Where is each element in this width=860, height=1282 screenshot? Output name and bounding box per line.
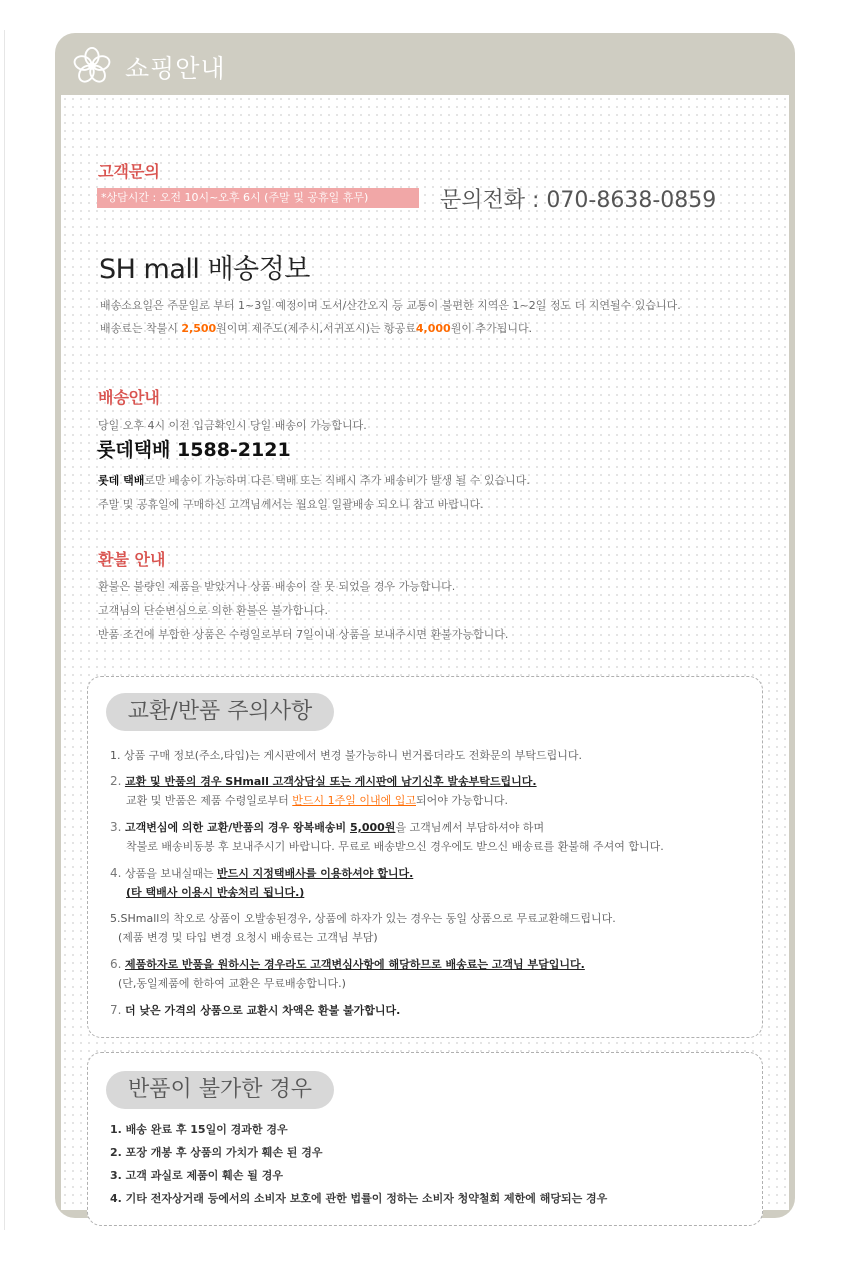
item-highlight: 반드시 지정택배사를 이용하셔야 합니다. xyxy=(216,867,414,880)
shipping-line-1: 배송소요일은 주문일로 부터 1~3일 예정이며 도서/산간오지 등 교통이 불편한 지역은 1~2일 정도 더 지연될수 있습니다. xyxy=(100,299,681,312)
no-return-item: 2. 포장 개봉 후 상품의 가치가 훼손 된 경우 xyxy=(110,1146,323,1159)
exchange-item-6-sub: (단,동일제품에 한하여 교환은 무료배송합니다.) xyxy=(118,977,346,990)
delivery-line-2 xyxy=(98,472,530,488)
shipping-fee-text: 배송료는 착불시 xyxy=(100,322,182,335)
delivery-line-1: 당일 오후 4시 이전 입금확인시 당일 배송이 가능합니다. xyxy=(98,419,367,432)
refund-line-2: 고객님의 단순변심으로 의한 환불은 불가합니다. xyxy=(98,604,329,617)
no-return-item: 4. 기타 전자상거래 등에서의 소비자 보호에 관한 법률이 정하는 소비자 청약철회 제한에 해당되는 경우 xyxy=(110,1192,608,1205)
panel-body xyxy=(61,95,789,1210)
item-text: 교환 및 반품은 제품 수령일로부터 xyxy=(126,794,293,807)
refund-line-3: 반품 조건에 부합한 상품은 수령일로부터 7일이내 상품을 보내주시면 환불가능합니다. xyxy=(98,628,509,641)
courier-info: 롯데택배 1588-2121 xyxy=(97,439,291,461)
item-highlight: 5,000원 xyxy=(350,821,396,834)
exchange-item-7 xyxy=(110,1002,400,1018)
item-highlight: 반드시 1주일 이내에 입고 xyxy=(292,794,416,807)
refund-line-1: 환불은 불량인 제품을 받았거나 상품 배송이 잘 못 되었을 경우 가능합니다. xyxy=(98,580,456,593)
no-return-title: 반품이 불가한 경우 xyxy=(106,1071,334,1109)
exchange-item-3 xyxy=(110,819,544,835)
item-number: 3. xyxy=(110,820,122,834)
item-text: (타 택배사 이용시 반송처리 됩니다.) xyxy=(126,886,305,899)
no-return-item: 1. 배송 완료 후 15일이 경과한 경우 xyxy=(110,1123,288,1136)
item-number: 2. xyxy=(110,774,122,788)
item-text: 상품을 보내실때는 xyxy=(124,867,217,880)
courier-name: 롯데 택배 xyxy=(98,474,145,487)
exchange-item-4-sub xyxy=(126,884,304,900)
item-text: 교환 및 반품의 경우 SHmall 고객상담실 또는 게시판에 남기신후 발송부탁드립니다. xyxy=(124,775,537,788)
item-text: 을 고객님께서 부담하셔야 하며 xyxy=(395,821,545,834)
shipping-jeju-text: 원이며 제주도(제주시,서귀포시)는 항공료 xyxy=(216,322,416,335)
no-return-item: 3. 고객 과실로 제품이 훼손 될 경우 xyxy=(110,1169,283,1182)
delivery-line-3: 주말 및 공휴일에 구매하신 고객님께서는 월요일 일괄배송 되오니 참고 바랍니다. xyxy=(98,498,484,511)
shipping-info-title: SH mall 배송정보 xyxy=(99,254,310,285)
exchange-item-4 xyxy=(110,865,413,881)
item-number: 6. xyxy=(110,957,122,971)
item-text: 제품하자로 반품을 원하시는 경우라도 고객변심사항에 해당하므로 배송료는 고객님 부담입니다. xyxy=(124,958,585,971)
item-text: 되어야 가능합니다. xyxy=(416,794,509,807)
exchange-item-2-sub xyxy=(126,792,508,808)
exchange-item-5-sub: (제품 변경 및 타입 변경 요청시 배송료는 고객님 부담) xyxy=(118,931,378,944)
courier-note: 로만 배송이 가능하며 다른 택배 또는 직배시 추가 배송비가 발생 될 수 있습니다. xyxy=(144,474,530,487)
delivery-title: 배송안내 xyxy=(98,388,160,407)
exchange-item-5: 5.SHmall의 착오로 상품이 오발송된경우, 상품에 하자가 있는 경우는 동일 상품으로 무료교환해드립니다. xyxy=(110,912,616,925)
shipping-line-2 xyxy=(100,320,532,336)
item-text: 고객변심에 의한 교환/반품의 경우 왕복배송비 xyxy=(124,821,351,834)
left-border-line xyxy=(4,30,5,1230)
shopping-guide-panel xyxy=(55,33,795,1218)
shipping-tail-text: 원이 추가됩니다. xyxy=(450,322,533,335)
exchange-notice-title: 교환/반품 주의사항 xyxy=(106,693,334,731)
exchange-item-2 xyxy=(110,773,537,789)
inquiry-title: 고객문의 xyxy=(98,162,160,181)
exchange-notice-box xyxy=(87,676,763,1038)
phone-number: 문의전화 : 070-8638-0859 xyxy=(440,188,717,213)
hours-banner: *상담시간 : 오전 10시~오후 6시 (주말 및 공휴일 휴무) xyxy=(97,188,419,208)
no-return-box xyxy=(87,1052,763,1226)
air-fee: 4,000 xyxy=(415,322,451,335)
exchange-item-3-sub: 착불로 배송비동봉 후 보내주시기 바랍니다. 무료로 배송받으신 경우에도 받으신 배송료를 환불해 주셔여 합니다. xyxy=(126,840,664,853)
flower-icon xyxy=(73,47,111,85)
item-number: 4. xyxy=(110,866,122,880)
exchange-item-6 xyxy=(110,956,585,972)
page-title: 쇼핑안내 xyxy=(125,54,226,83)
shipping-fee: 2,500 xyxy=(181,322,217,335)
exchange-item-1: 1. 상품 구매 정보(주소,타입)는 게시판에서 변경 불가능하니 번거롭더라도 전화문의 부탁드립니다. xyxy=(110,749,582,762)
item-text: 더 낮은 가격의 상품으로 교환시 차액은 환불 불가합니다. xyxy=(124,1004,401,1017)
panel-header xyxy=(55,33,795,95)
item-number: 7. xyxy=(110,1003,122,1017)
refund-title: 환불 안내 xyxy=(98,550,166,569)
